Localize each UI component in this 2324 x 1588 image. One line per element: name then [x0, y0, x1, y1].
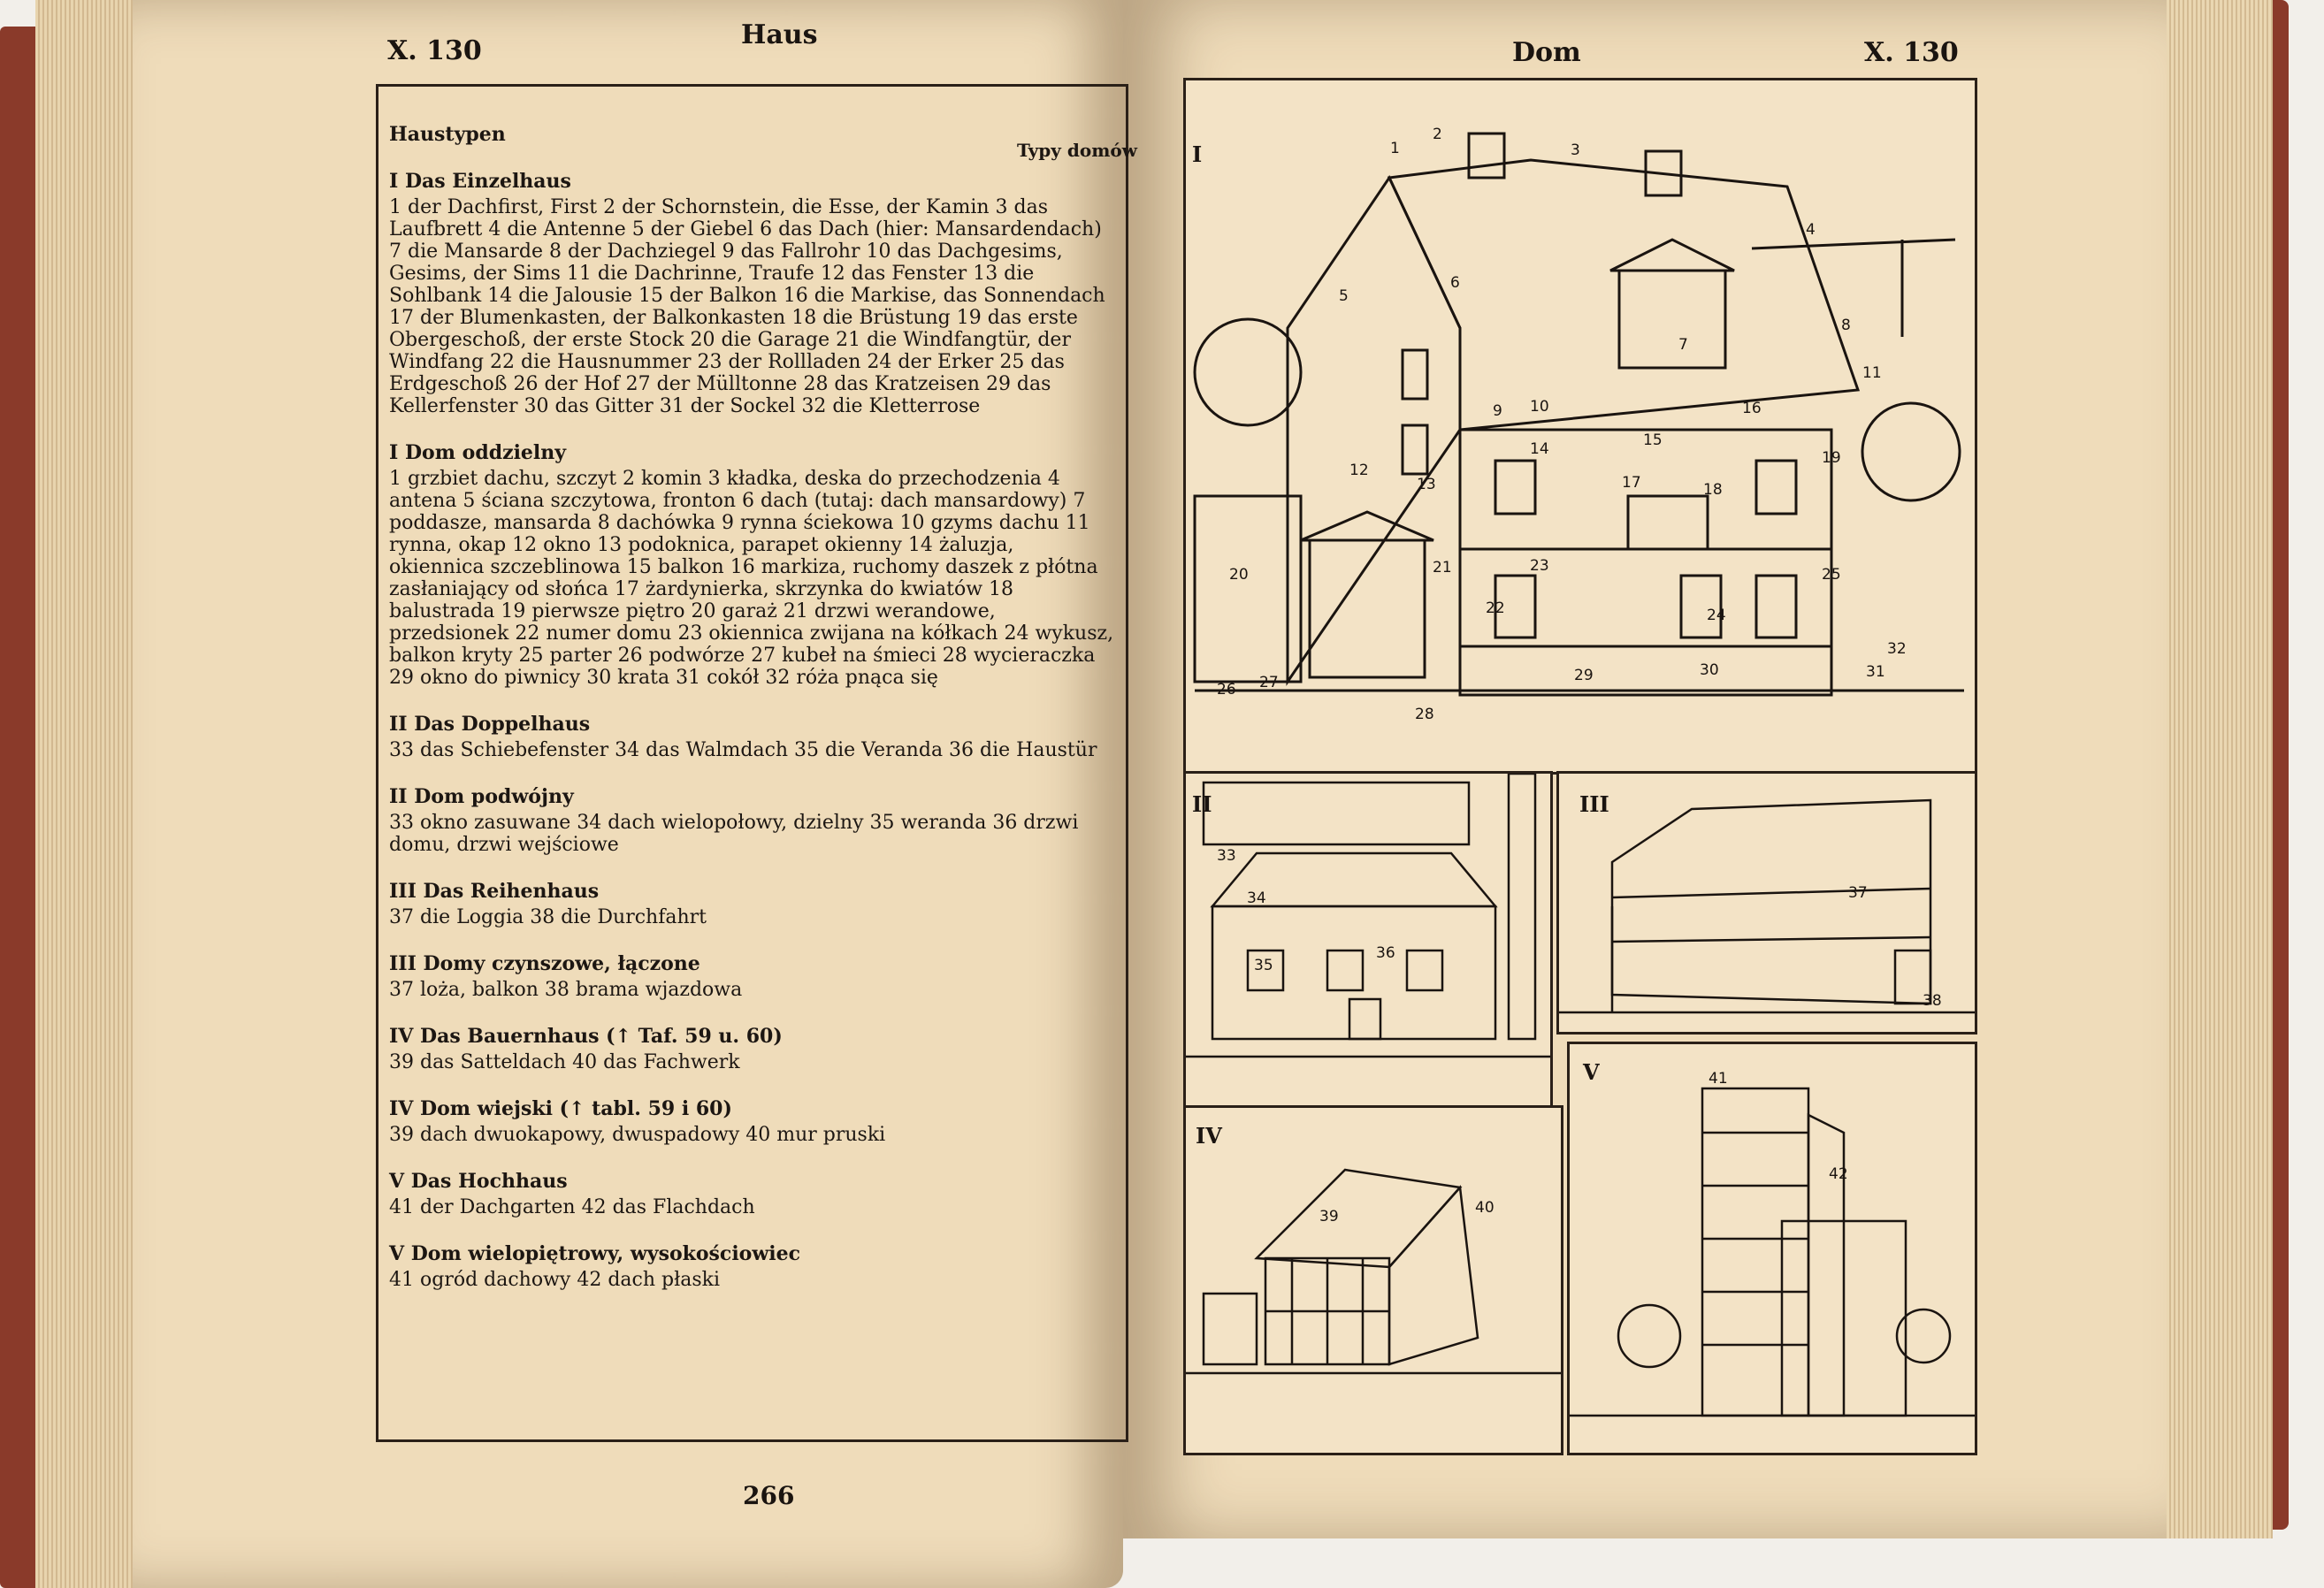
callout-number: 1: [1390, 140, 1400, 157]
callout-number: 12: [1349, 462, 1369, 479]
callout-number: 31: [1866, 663, 1885, 681]
vocab-section-body: 39 dach dwuokapowy, dwuspadowy 40 mur pruski: [389, 1124, 886, 1146]
vocab-section-title: III Domy czynszowe, łączone: [389, 952, 700, 975]
double-house-drawing: [1186, 774, 1550, 1105]
vocab-section-title: II Dom podwójny: [389, 785, 574, 808]
panel-label-i: I: [1192, 141, 1203, 167]
callout-number: 15: [1643, 431, 1663, 449]
callout-number: 29: [1574, 667, 1594, 684]
section-subheading: Typy domów: [1017, 140, 1137, 161]
vocab-section-title: I Dom oddzielny: [389, 441, 567, 464]
vocab-section-title: I Das Einzelhaus: [389, 170, 571, 193]
callout-number: 25: [1822, 566, 1841, 584]
vocab-section: [389, 953, 1114, 1001]
callout-number: 34: [1247, 889, 1266, 907]
illustration-panel-highrise: [1567, 1042, 1977, 1455]
callout-number: 8: [1841, 317, 1851, 334]
callout-number: 41: [1709, 1070, 1728, 1088]
callout-number: 20: [1229, 566, 1249, 584]
vocab-section: [389, 442, 1114, 689]
vocab-section-title: IV Dom wiejski (↑ tabl. 59 i 60): [389, 1097, 732, 1120]
callout-number: 32: [1887, 640, 1907, 658]
vocab-section-body: 39 das Satteldach 40 das Fachwerk: [389, 1051, 740, 1073]
callout-number: 23: [1530, 557, 1549, 575]
vocab-section-body: 1 grzbiet dachu, szczyt 2 komin 3 kładka, deska do przechodzenia 4 antena 5 ściana szczytowa, fronton 6 dach (tutaj: dach mansardowy) 7 poddasze, mansarda 8 dachówka 9 rynna ściekowa 10 gzyms dachu 11 rynna, okap 12 okno 13 podoknica, parapet okienny 14 żaluzja, okiennica szczeblinowa 15 balkon 16 markiza, ruchomy daszek z płótna zasłaniający od słońca 17 żardynierka, skrzynka do kwiatów 18 balustrada 19 pierwsze piętro 20 garaż 21 drzwi werandowe, przedsionek 22 numer domu 23 okiennica zwijana na kółkach 24 wykusz, balkon kryty 25 parter 26 podwórze 27 kubeł na śmieci 28 wycieraczka 29 okno do piwnicy 30 krata 31 cokół 32 róża pnąca się: [389, 468, 1114, 689]
page-number: 266: [743, 1481, 795, 1510]
row-house-drawing: [1559, 774, 1975, 1032]
callout-number: 26: [1217, 681, 1236, 699]
vocab-section-body: 41 ogród dachowy 42 dach płaski: [389, 1269, 720, 1291]
vocab-section-title: IV Das Bauernhaus (↑ Taf. 59 u. 60): [389, 1025, 783, 1048]
callout-number: 6: [1450, 274, 1460, 292]
vocab-section-body: 41 der Dachgarten 42 das Flachdach: [389, 1196, 755, 1218]
section-heading: Haustypen: [389, 123, 506, 146]
vocab-section: [389, 1243, 1114, 1291]
callout-number: 27: [1259, 674, 1279, 691]
vocab-section-title: V Das Hochhaus: [389, 1170, 568, 1193]
callout-number: 37: [1848, 884, 1868, 902]
highrise-drawing: [1570, 1044, 1975, 1453]
callout-number: 38: [1923, 992, 1942, 1010]
callout-number: 40: [1475, 1199, 1495, 1217]
illustration-panel-farmhouse: [1183, 1105, 1563, 1455]
callout-number: 5: [1339, 287, 1349, 305]
panel-label-iv: IV: [1196, 1123, 1222, 1149]
illustration-panel-double-house: [1183, 771, 1553, 1108]
callout-number: 33: [1217, 847, 1236, 865]
callout-number: 2: [1433, 126, 1442, 143]
vocab-section: [389, 1098, 1114, 1146]
right-running-title: Dom: [1512, 37, 1581, 68]
callout-number: 7: [1678, 336, 1688, 354]
callout-number: 22: [1486, 599, 1505, 617]
vocab-section-title: V Dom wielopiętrowy, wysokościowiec: [389, 1242, 801, 1265]
vocab-section-body: 33 das Schiebefenster 34 das Walmdach 35 die Veranda 36 die Haustür: [389, 739, 1097, 761]
vocab-section-body: 33 okno zasuwane 34 dach wielopołowy, dzielny 35 weranda 36 drzwi domu, drzwi wejściowe: [389, 812, 1079, 856]
vocab-section: [389, 881, 1114, 928]
callout-number: 24: [1707, 607, 1726, 624]
callout-number: 16: [1742, 400, 1762, 417]
panel-label-iii: III: [1579, 791, 1609, 817]
vocabulary-list: [389, 124, 1114, 1291]
callout-number: 42: [1829, 1165, 1848, 1183]
vocab-section: [389, 1026, 1114, 1073]
left-running-ref: X. 130: [387, 35, 482, 66]
callout-number: 30: [1700, 661, 1719, 679]
callout-number: 9: [1493, 402, 1502, 420]
panel-label-ii: II: [1192, 791, 1212, 817]
right-running-ref: X. 130: [1864, 37, 1959, 68]
callout-number: 4: [1806, 221, 1816, 239]
callout-number: 39: [1319, 1208, 1339, 1225]
callout-number: 21: [1433, 559, 1452, 576]
left-running-title: Haus: [741, 19, 818, 50]
callout-number: 10: [1530, 398, 1549, 416]
callout-number: 28: [1415, 706, 1434, 723]
illustration-panel-row-house: [1556, 771, 1977, 1034]
callout-number: 36: [1376, 944, 1395, 962]
callout-number: 13: [1417, 476, 1436, 493]
vocab-section-body: 37 loża, balkon 38 brama wjazdowa: [389, 979, 743, 1001]
callout-number: 35: [1254, 957, 1273, 974]
callout-number: 18: [1703, 481, 1723, 499]
callout-number: 17: [1622, 474, 1641, 492]
panel-label-v: V: [1583, 1059, 1600, 1085]
vocab-section-title: II Das Doppelhaus: [389, 713, 591, 736]
callout-number: 19: [1822, 449, 1841, 467]
vocab-section-title: III Das Reihenhaus: [389, 880, 600, 903]
callout-number: 14: [1530, 440, 1549, 458]
vocab-section: [389, 786, 1114, 856]
callout-number: 3: [1571, 141, 1580, 159]
vocab-section: [389, 714, 1114, 761]
callout-number: 11: [1862, 364, 1882, 382]
vocab-section: [389, 171, 1114, 417]
vocab-section-body: 1 der Dachfirst, First 2 der Schornstein, die Esse, der Kamin 3 das Laufbrett 4 die Antenne 5 der Giebel 6 das Dach (hier: Mansardendach) 7 die Mansarde 8 der Dachziegel 9 das Fallrohr 10 das Dachgesims, Gesims, der Sims 11 die Dachrinne, Traufe 12 das Fenster 13 die Sohlbank 14 die Jalousie 15 der Balkon 16 die Markise, das Sonnendach 17 der Blumenkasten, der Balkonkasten 18 die Brüstung 19 das erste Obergeschoß, der erste Stock 20 die Garage 21 die Windfangtür, der Windfang 22 die Hausnummer 23 der Rollladen 24 der Erker 25 das Erdgeschoß 26 der Hof 27 der Mülltonne 28 das Kratzeisen 29 das Kellerfenster 30 das Gitter 31 der Sockel 32 die Kletterrose: [389, 196, 1105, 417]
vocab-section: [389, 1171, 1114, 1218]
farmhouse-drawing: [1186, 1108, 1561, 1453]
vocab-section-body: 37 die Loggia 38 die Durchfahrt: [389, 906, 707, 928]
